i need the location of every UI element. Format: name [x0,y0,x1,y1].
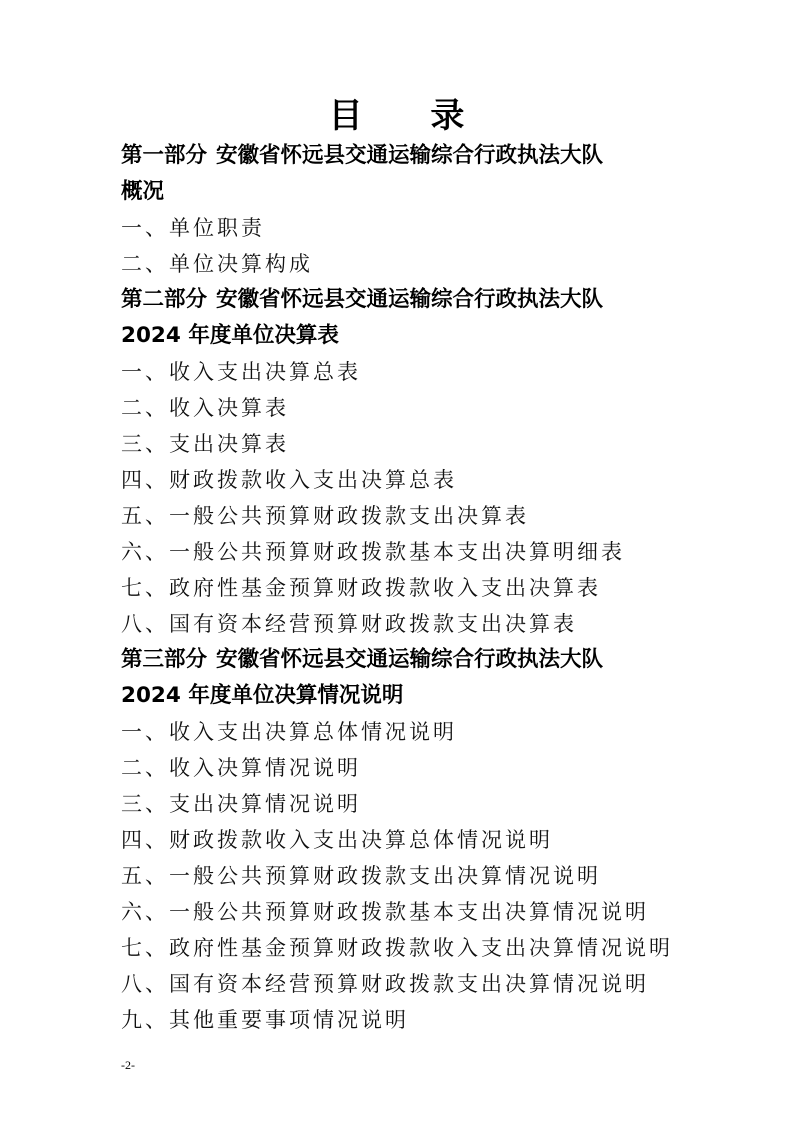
page-number: -2- [121,1058,135,1072]
toc-item: 七、政府性基金预算财政拨款收入支出决算表 [121,576,601,600]
toc-item: 三、支出决算表 [121,432,289,456]
part-1-label: 第一部分 [121,143,208,168]
toc-item: 九、其他重要事项情况说明 [121,1008,409,1032]
toc-item: 二、收入决算情况说明 [121,756,361,780]
table-of-contents [121,138,681,1038]
toc-item: 三、支出决算情况说明 [121,792,361,816]
toc-item: 八、国有资本经营预算财政拨款支出决算情况说明 [121,972,649,996]
toc-item: 二、单位决算构成 [121,252,313,276]
toc-item: 一、收入支出决算总体情况说明 [121,720,457,744]
toc-item: 八、国有资本经营预算财政拨款支出决算表 [121,612,577,636]
part-2-label: 第二部分 [121,287,208,312]
toc-item: 四、财政拨款收入支出决算总表 [121,468,457,492]
part-3-heading-continued [121,678,681,714]
toc-item: 七、政府性基金预算财政拨款收入支出决算情况说明 [121,936,673,960]
part-1-heading-line1: 安徽省怀远县交通运输综合行政执法大队 [216,143,604,168]
part-1-heading-continued [121,174,681,210]
toc-item: 二、收入决算表 [121,396,289,420]
toc-item: 五、一般公共预算财政拨款支出决算情况说明 [121,864,601,888]
part-1-heading [121,138,681,174]
part-2-heading [121,282,681,318]
toc-item: 五、一般公共预算财政拨款支出决算表 [121,504,529,528]
part-3-heading [121,642,681,678]
toc-item: 一、单位职责 [121,216,265,240]
part-3-heading-line2: 2024 年度单位决算情况说明 [121,683,404,708]
part-2-heading-line2: 2024 年度单位决算表 [121,323,339,348]
toc-item: 六、一般公共预算财政拨款基本支出决算情况说明 [121,900,649,924]
toc-item: 一、收入支出决算总表 [121,360,361,384]
part-3-label: 第三部分 [121,647,208,672]
part-2-heading-continued [121,318,681,354]
toc-item: 六、一般公共预算财政拨款基本支出决算明细表 [121,540,625,564]
page-title: 目 录 [328,96,493,136]
part-2-heading-line1: 安徽省怀远县交通运输综合行政执法大队 [216,287,604,312]
part-1-heading-line2: 概况 [121,179,165,204]
part-3-heading-line1: 安徽省怀远县交通运输综合行政执法大队 [216,647,604,672]
toc-item: 四、财政拨款收入支出决算总体情况说明 [121,828,553,852]
